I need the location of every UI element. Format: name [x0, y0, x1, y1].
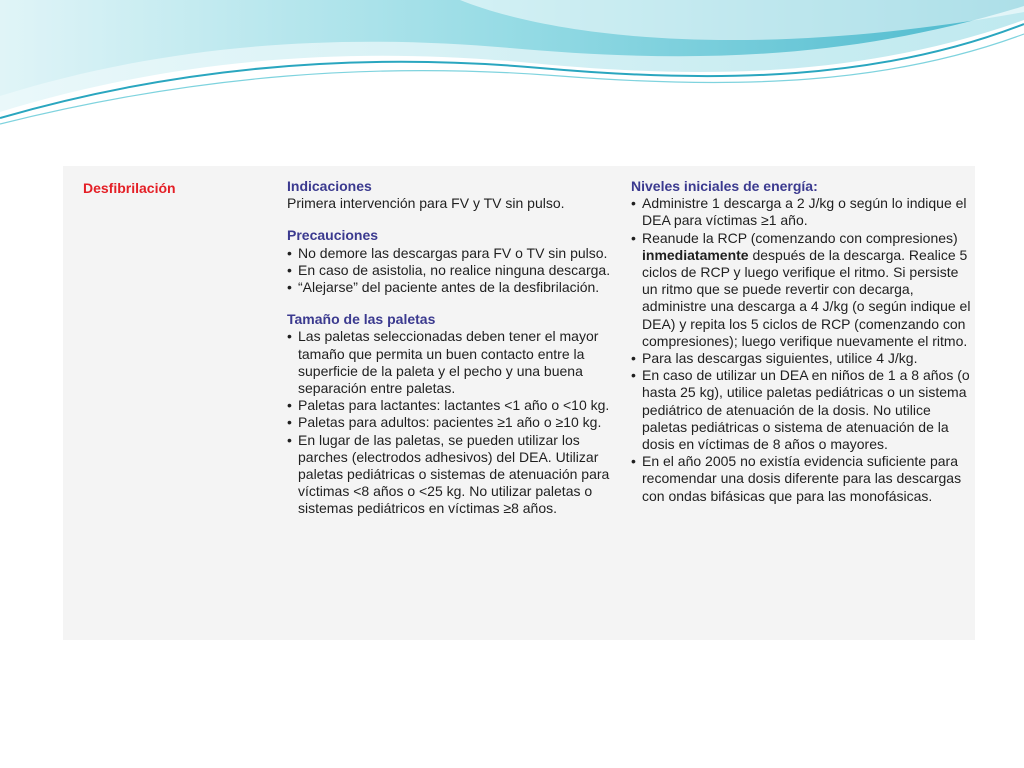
paletas-list: [287, 328, 627, 517]
list-item: • Administre 1 descarga a 2 J/kg o según lo indique el DEA para víctimas ≥1 año.: [631, 195, 971, 229]
indicaciones-heading: Indicaciones: [287, 178, 372, 194]
list-item: • En caso de utilizar un DEA en niños de 1 a 8 años (o hasta 25 kg), utilice paletas pediátricas o un sistema pediátrico de atenuación de la dosis. No utilice paletas pediátricas o sistema de atenuación de la dosis en víctimas de 8 años o mayores.: [631, 367, 971, 453]
paletas-heading: Tamaño de las paletas: [287, 311, 436, 328]
right-column: [631, 178, 971, 505]
indicaciones-text: Primera intervención para FV y TV sin pulso.: [287, 195, 565, 212]
middle-column: [287, 178, 627, 533]
paletas-block: [287, 311, 627, 517]
list-item: • Paletas para lactantes: lactantes <1 año o <10 kg.: [287, 397, 627, 414]
list-item: [631, 230, 971, 350]
niveles-heading: Niveles iniciales de energía:: [631, 178, 818, 194]
precauciones-list: [287, 245, 627, 297]
list-item: • En lugar de las paletas, se pueden utilizar los parches (electrodos adhesivos) del DEA. Utilizar paletas pediátricas o sistemas de atenuación para víctimas <8 años o <25 kg. No utilizar paletas o sistemas pediátricos en víctimas ≥8 años.: [287, 432, 627, 518]
list-item: • “Alejarse” del paciente antes de la desfibrilación.: [287, 279, 627, 296]
list-item: • En caso de asistolia, no realice ninguna descarga.: [287, 262, 627, 279]
item-text-bold: inmediatamente: [642, 246, 749, 263]
niveles-list: [631, 195, 971, 505]
list-item: • Las paletas seleccionadas deben tener el mayor tamaño que permita un buen contacto entre la superficie de la paleta y el pecho y una buena separación entre paletas.: [287, 328, 627, 397]
list-item: • No demore las descargas para FV o TV sin pulso.: [287, 245, 627, 262]
list-item: • Para las descargas siguientes, utilice 4 J/kg.: [631, 350, 971, 367]
list-item: • Paletas para adultos: pacientes ≥1 año o ≥10 kg.: [287, 414, 627, 431]
item-text-post: después de la descarga. Realice 5 ciclos de RCP y luego verifique el ritmo. Si persiste un ritmo que se puede revertir con decarga, administre una descarga a 4 J/kg (o según indique el DEA) y repita los 5 ciclos de RCP (comenzando con compresiones); luego verifique nuevamente el ritmo.: [642, 246, 971, 349]
section-title: Desfibrilación: [83, 180, 176, 196]
precauciones-heading: Precauciones: [287, 227, 379, 244]
indicaciones-block: [287, 178, 627, 212]
decorative-wave-icon: [0, 0, 1024, 130]
list-item: • En el año 2005 no existía evidencia suficiente para recomendar una dosis diferente para las descargas con ondas bifásicas que para las monofásicas.: [631, 453, 971, 505]
defibrillation-table: [63, 166, 975, 640]
precauciones-block: [287, 227, 627, 296]
item-text-pre: Reanude la RCP (comenzando con compresiones): [642, 229, 958, 246]
